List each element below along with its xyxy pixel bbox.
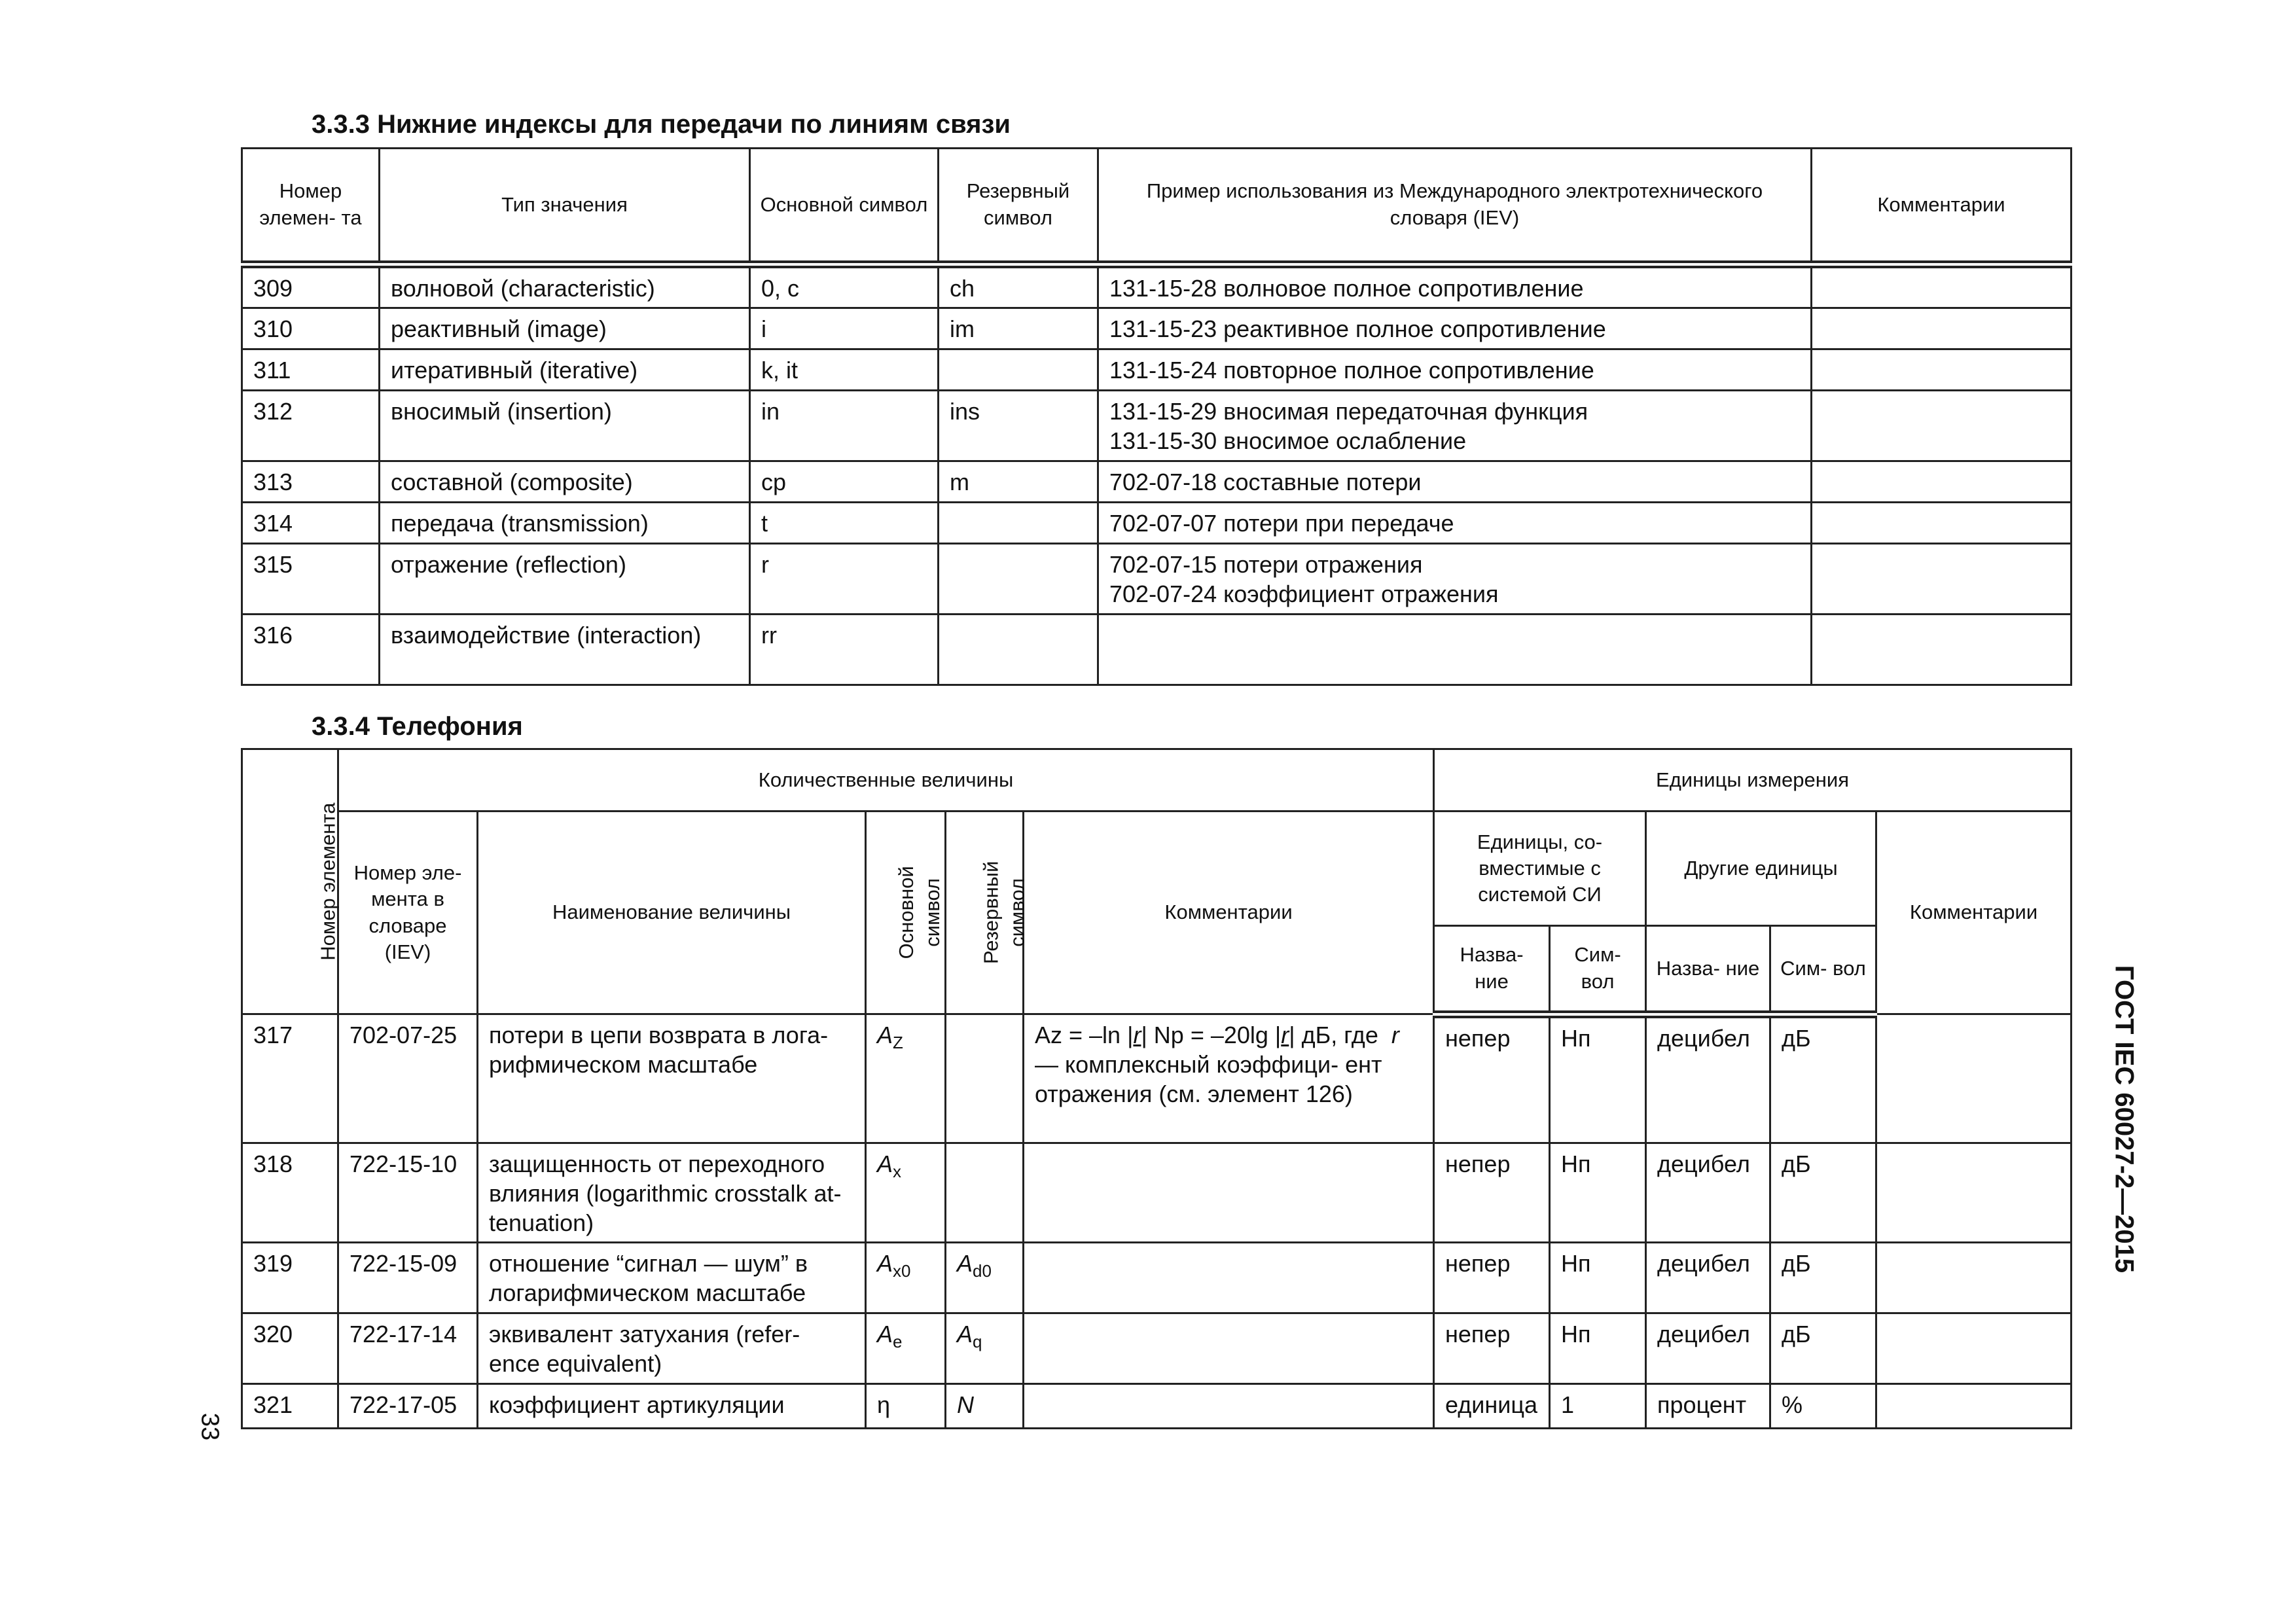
table-row — [242, 308, 2072, 349]
table-row — [242, 614, 2072, 685]
table-row — [242, 461, 2072, 502]
element-number: 313 — [242, 461, 380, 502]
value-type: передача (transmission) — [380, 502, 750, 543]
table-header-row — [242, 149, 2072, 264]
quantity-comment — [1024, 1243, 1434, 1313]
symbol-subscript: Z — [893, 1033, 903, 1052]
unit-comment — [1876, 1384, 2072, 1429]
iev-example-line: 702-07-15 потери отражения — [1109, 550, 1423, 578]
other-unit-symbol: % — [1770, 1384, 1876, 1429]
value-type: отражение (reflection) — [380, 543, 750, 614]
standard-designation-text: ГОСТ IEC 60027-2—2015 — [2109, 965, 2139, 1274]
table-row — [242, 390, 2072, 461]
unit-comment — [1876, 1313, 2072, 1384]
symbol-base: A — [877, 1321, 893, 1347]
table-row — [242, 1384, 2072, 1429]
header-units-comments: Комментарии — [1876, 812, 2072, 1014]
reserve-symbol — [946, 1143, 1024, 1243]
quantity-name: коэффициент артикуляции — [478, 1384, 866, 1429]
header-element-number-label: Номер элемента — [316, 802, 340, 961]
reserve-symbol — [939, 502, 1098, 543]
iev-example-line: 131-15-28 волновое полное сопротивление — [1109, 274, 1584, 302]
symbol-subscript: x — [893, 1162, 902, 1181]
symbol-subscript: x0 — [893, 1261, 911, 1281]
si-unit-name: единица — [1434, 1384, 1550, 1429]
iev-example — [1098, 502, 1812, 543]
main-symbol — [866, 1384, 946, 1429]
section-title-subscripts: 3.3.3 Нижние индексы для передачи по линиям связи — [312, 110, 1011, 139]
element-number: 321 — [242, 1384, 338, 1429]
other-unit-name: процент — [1646, 1384, 1770, 1429]
iev-example — [1098, 308, 1812, 349]
subscripts-table — [241, 147, 2072, 686]
value-type: волновой (characteristic) — [380, 264, 750, 308]
header-si-symbol: Сим- вол — [1550, 926, 1646, 1014]
header-quantity-name: Наименование величины — [478, 812, 866, 1014]
main-symbol: 0, c — [750, 264, 939, 308]
reserve-symbol: im — [939, 308, 1098, 349]
iev-example-line: 131-15-30 вносимое ослабление — [1109, 427, 1467, 454]
main-symbol: t — [750, 502, 939, 543]
symbol-base: A — [877, 1022, 893, 1048]
iev-example-line: 131-15-24 повторное полное сопротивление — [1109, 356, 1594, 383]
table-row — [242, 264, 2072, 308]
element-number: 319 — [242, 1243, 338, 1313]
main-symbol — [866, 1143, 946, 1243]
main-symbol: i — [750, 308, 939, 349]
element-number: 315 — [242, 543, 380, 614]
other-unit-name: децибел — [1646, 1243, 1770, 1313]
quantity-comment — [1024, 1014, 1434, 1143]
header-si-name: Назва- ние — [1434, 926, 1550, 1014]
quantity-comment — [1024, 1384, 1434, 1429]
iev-example — [1098, 264, 1812, 308]
reserve-symbol — [939, 543, 1098, 614]
iev-example-line: 131-15-29 вносимая передаточная функция — [1109, 397, 1588, 425]
table-row — [242, 1143, 2072, 1243]
element-number: 314 — [242, 502, 380, 543]
header-element-number — [242, 749, 338, 1014]
si-unit-symbol: Нп — [1550, 1313, 1646, 1384]
quantity-name: отношение “сигнал — шум” в логарифмическом масштабе — [478, 1243, 866, 1313]
symbol-subscript: d0 — [973, 1261, 992, 1281]
comment — [1812, 502, 2072, 543]
iev-number: 702-07-25 — [338, 1014, 478, 1143]
header-reserve-symbol-label: Резервный символ — [979, 861, 1029, 965]
symbol-base: η — [877, 1391, 891, 1418]
table-header-row — [242, 749, 2072, 812]
iev-number: 722-17-05 — [338, 1384, 478, 1429]
reserve-symbol — [946, 1243, 1024, 1313]
iev-example — [1098, 349, 1812, 390]
reserve-symbol: m — [939, 461, 1098, 502]
other-unit-symbol: дБ — [1770, 1143, 1876, 1243]
value-type: итеративный (iterative) — [380, 349, 750, 390]
standard-designation — [2109, 965, 2139, 1274]
reserve-symbol — [946, 1313, 1024, 1384]
table-header-row — [242, 812, 2072, 926]
symbol-subscript: q — [973, 1332, 982, 1351]
telephony-table — [241, 748, 2072, 1429]
symbol-base: A — [957, 1250, 973, 1277]
element-number: 318 — [242, 1143, 338, 1243]
si-unit-symbol: Нп — [1550, 1014, 1646, 1143]
other-unit-symbol: дБ — [1770, 1243, 1876, 1313]
reserve-symbol — [939, 349, 1098, 390]
iev-example-line: 702-07-18 составные потери — [1109, 468, 1422, 495]
iev-example — [1098, 390, 1812, 461]
main-symbol — [866, 1313, 946, 1384]
header-main-symbol — [866, 812, 946, 1014]
quantity-comment — [1024, 1313, 1434, 1384]
comment — [1812, 308, 2072, 349]
iev-number: 722-15-10 — [338, 1143, 478, 1243]
header-iev-number: Номер эле- мента в словаре (IEV) — [338, 812, 478, 1014]
main-symbol: cp — [750, 461, 939, 502]
symbol-base: A — [877, 1150, 893, 1177]
table-row — [242, 543, 2072, 614]
iev-example-line: 702-07-07 потери при передаче — [1109, 509, 1454, 537]
header-iev-example: Пример использования из Международного электротехнического словаря (IEV) — [1098, 149, 1812, 264]
header-other-symbol: Сим- вол — [1770, 926, 1876, 1014]
table-row — [242, 1014, 2072, 1143]
main-symbol — [866, 1243, 946, 1313]
iev-example-line: 131-15-23 реактивное полное сопротивление — [1109, 315, 1606, 342]
page-number — [196, 1407, 223, 1446]
si-unit-name: непер — [1434, 1143, 1550, 1243]
unit-comment — [1876, 1143, 2072, 1243]
formula-explanation: — комплексный коэффици- ент отражения (см. элемент 126) — [1035, 1051, 1382, 1107]
symbol-base: A — [957, 1321, 973, 1347]
quantity-name: защищенность от переходного влияния (logarithmic crosstalk at- tenuation) — [478, 1143, 866, 1243]
formula-part: Az = –ln | — [1035, 1022, 1134, 1048]
header-comments: Комментарии — [1024, 812, 1434, 1014]
header-main-symbol-label: Основной символ — [894, 866, 944, 959]
element-number: 320 — [242, 1313, 338, 1384]
iev-number: 722-15-09 — [338, 1243, 478, 1313]
value-type: взаимодействие (interaction) — [380, 614, 750, 685]
comment — [1812, 614, 2072, 685]
header-si-units: Единицы, со- вместимые с системой СИ — [1434, 812, 1646, 926]
si-unit-symbol: Нп — [1550, 1243, 1646, 1313]
si-unit-name: непер — [1434, 1014, 1550, 1143]
header-reserve-symbol — [946, 812, 1029, 1014]
formula-where: где — [1344, 1022, 1378, 1048]
element-number: 309 — [242, 264, 380, 308]
unit-comment — [1876, 1014, 2072, 1143]
comment — [1812, 264, 2072, 308]
main-symbol: rr — [750, 614, 939, 685]
header-main-symbol: Основной символ — [750, 149, 939, 264]
header-other-name: Назва- ние — [1646, 926, 1770, 1014]
symbol-subscript: e — [893, 1332, 903, 1351]
other-unit-symbol: дБ — [1770, 1313, 1876, 1384]
header-comments: Комментарии — [1812, 149, 2072, 264]
iev-number: 722-17-14 — [338, 1313, 478, 1384]
iev-example — [1098, 543, 1812, 614]
header-units: Единицы измерения — [1434, 749, 2072, 812]
other-unit-symbol: дБ — [1770, 1014, 1876, 1143]
reserve-symbol — [946, 1384, 1024, 1429]
iev-example — [1098, 461, 1812, 502]
main-symbol: in — [750, 390, 939, 461]
table-row — [242, 1313, 2072, 1384]
quantity-name: потери в цепи возврата в лога- рифмическом масштабе — [478, 1014, 866, 1143]
iev-example-line: 702-07-24 коэффициент отражения — [1109, 580, 1499, 607]
table-row — [242, 1243, 2072, 1313]
si-unit-symbol: 1 — [1550, 1384, 1646, 1429]
value-type: вносимый (insertion) — [380, 390, 750, 461]
header-quantities: Количественные величины — [338, 749, 1434, 812]
symbol-base: N — [957, 1391, 974, 1418]
comment — [1812, 349, 2072, 390]
iev-example — [1098, 614, 1812, 685]
header-element-number: Номер элемен- та — [242, 149, 380, 264]
comment — [1812, 543, 2072, 614]
main-symbol: r — [750, 543, 939, 614]
section-title-telephony: 3.3.4 Телефония — [312, 712, 523, 741]
formula-variable-r: r — [1281, 1022, 1289, 1048]
formula-part: | Np = –20lg | — [1141, 1022, 1282, 1048]
element-number: 312 — [242, 390, 380, 461]
page-number-text: 33 — [196, 1412, 224, 1441]
si-unit-symbol: Нп — [1550, 1143, 1646, 1243]
si-unit-name: непер — [1434, 1243, 1550, 1313]
reserve-symbol — [939, 614, 1098, 685]
header-other-units: Другие единицы — [1646, 812, 1876, 926]
unit-comment — [1876, 1243, 2072, 1313]
formula-part: | дБ, — [1289, 1022, 1338, 1048]
reserve-symbol — [946, 1014, 1024, 1143]
element-number: 311 — [242, 349, 380, 390]
table-row — [242, 502, 2072, 543]
si-unit-name: непер — [1434, 1313, 1550, 1384]
value-type: реактивный (image) — [380, 308, 750, 349]
comment — [1812, 390, 2072, 461]
element-number: 310 — [242, 308, 380, 349]
value-type: составной (composite) — [380, 461, 750, 502]
reserve-symbol: ins — [939, 390, 1098, 461]
header-reserve-symbol: Резервный символ — [939, 149, 1098, 264]
table-row — [242, 349, 2072, 390]
formula-variable-r: r — [1391, 1022, 1399, 1048]
reserve-symbol: ch — [939, 264, 1098, 308]
formula-variable-r: r — [1133, 1022, 1141, 1048]
main-symbol — [866, 1014, 946, 1143]
element-number: 317 — [242, 1014, 338, 1143]
element-number: 316 — [242, 614, 380, 685]
other-unit-name: децибел — [1646, 1143, 1770, 1243]
other-unit-name: децибел — [1646, 1313, 1770, 1384]
quantity-name: эквивалент затухания (refer- ence equivalent) — [478, 1313, 866, 1384]
comment — [1812, 461, 2072, 502]
other-unit-name: децибел — [1646, 1014, 1770, 1143]
quantity-comment — [1024, 1143, 1434, 1243]
header-value-type: Тип значения — [380, 149, 750, 264]
symbol-base: A — [877, 1250, 893, 1277]
main-symbol: k, it — [750, 349, 939, 390]
